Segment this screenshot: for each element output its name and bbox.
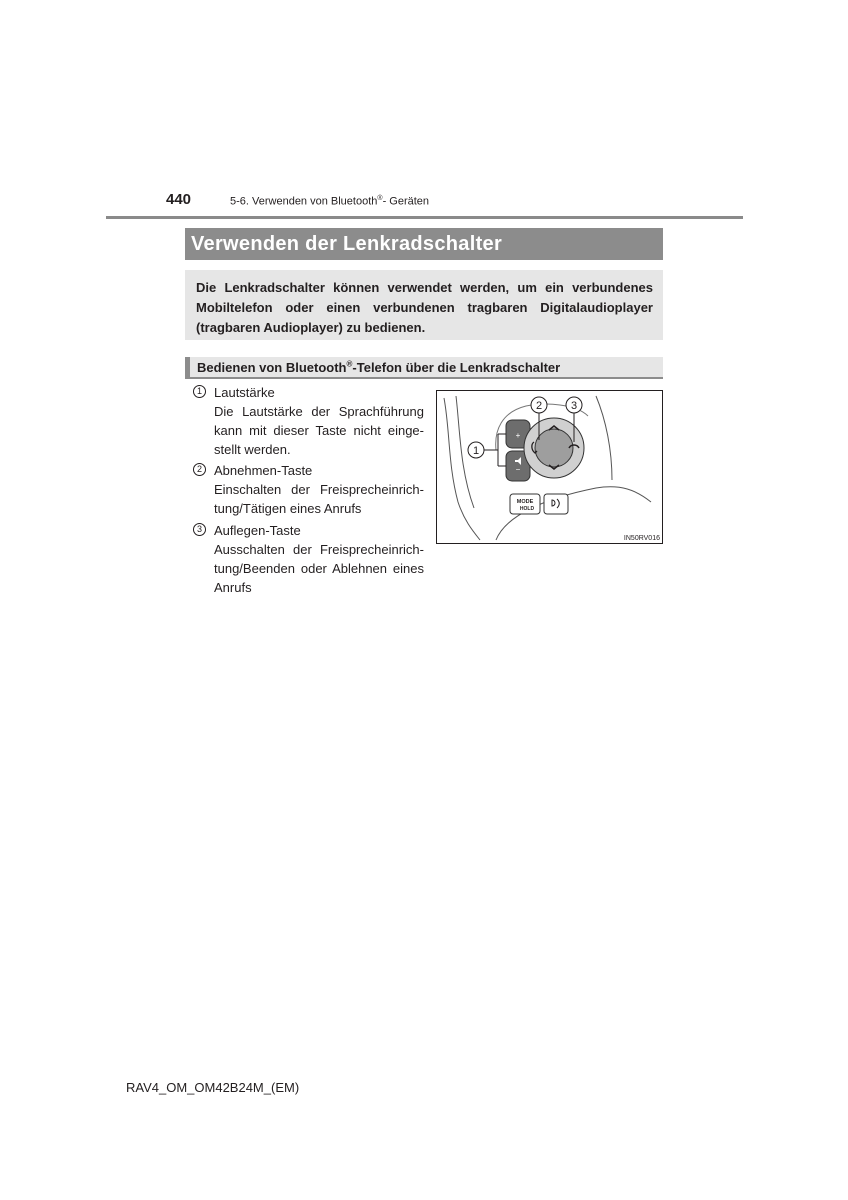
item-number-badge: 2 [193, 463, 206, 476]
breadcrumb-prefix: 5-6. Verwenden von Bluetooth [230, 195, 378, 208]
item-description: Die Lautstärke der Sprachführung kann mit dieser Taste nicht eingestellt werden. [214, 404, 424, 457]
registered-mark: ® [377, 195, 383, 202]
header-divider [106, 216, 743, 219]
volume-plus-label: + [515, 431, 521, 440]
page-number: 440 [166, 191, 192, 208]
mode-label: MODE [516, 499, 534, 505]
hold-label: HOLD [519, 506, 535, 512]
breadcrumb [230, 195, 429, 208]
voice-talk-button [544, 494, 568, 514]
item-title: Lautstärke [214, 385, 275, 400]
item-title: Auflegen-Taste [214, 523, 301, 538]
list-item [193, 383, 424, 459]
item-number-badge: 1 [193, 385, 206, 398]
callout-3-label: 3 [570, 400, 578, 412]
steering-switch-figure [436, 390, 663, 544]
item-number-badge: 3 [193, 523, 206, 536]
intro-box: Die Lenkradschalter können verwendet werden, um ein verbundenes Mobiltelefon oder einen verbundenen tragbaren Digitalaudioplayer (tragbaren Audioplayer) zu bedienen. [185, 270, 663, 340]
list-item [193, 461, 424, 518]
section-registered-mark: ® [346, 359, 353, 369]
volume-minus-label: − [515, 465, 521, 474]
list-item [193, 521, 424, 597]
item-description: Ausschalten der Freisprecheinrichtung/Beenden oder Ablehnen eines Anrufs [214, 542, 424, 595]
callout-1-label: 1 [472, 445, 480, 457]
section-heading [185, 357, 663, 379]
control-pad-center [535, 429, 573, 467]
breadcrumb-suffix: - Geräten [382, 195, 430, 208]
item-description: Einschalten der Freisprecheinrichtung/Tätigen eines Anrufs [214, 482, 424, 516]
section-heading-prefix: Bedienen von Bluetooth [197, 360, 347, 375]
section-heading-suffix: -Telefon über die Lenkradschalter [352, 360, 561, 375]
callout-2-label: 2 [535, 400, 543, 412]
figure-code: IN50RV016 [623, 535, 660, 542]
page-title: Verwenden der Lenkradschalter [185, 228, 663, 260]
item-title: Abnehmen-Taste [214, 463, 313, 478]
footer-code: RAV4_OM_OM42B24M_(EM) [126, 1080, 300, 1095]
